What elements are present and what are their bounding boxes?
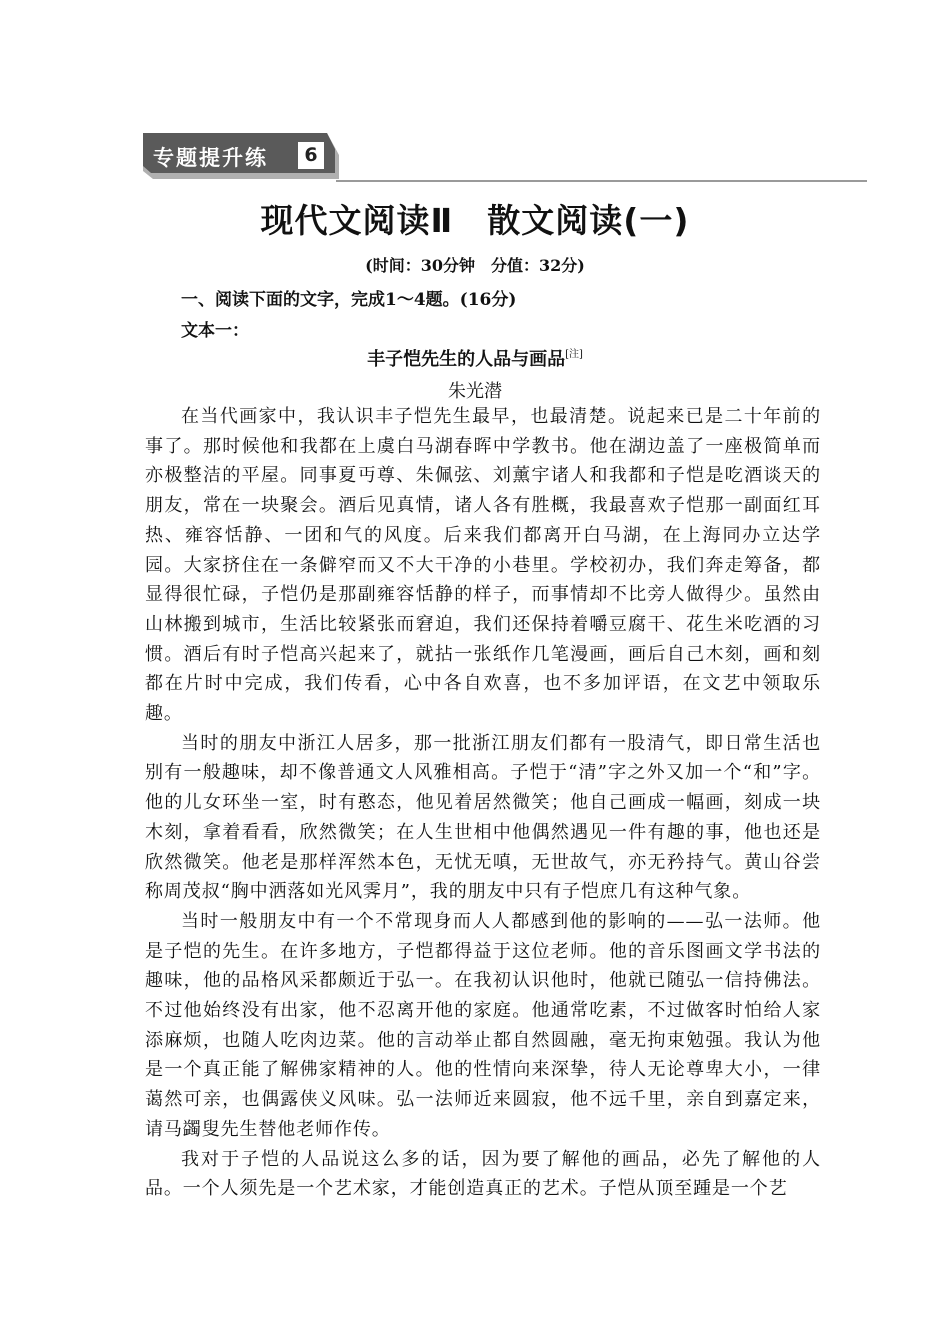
section-tag-label: 专题提升练 — [153, 146, 268, 170]
section-tag-number: 6 — [298, 142, 324, 169]
passage-note-marker: [注] — [565, 349, 583, 360]
passage-body — [145, 402, 821, 1204]
question-instruction: 一、阅读下面的文字，完成1～4题。(16分) — [181, 290, 517, 310]
passage-title — [0, 345, 950, 371]
exam-info: (时间：30分钟 分值：32分) — [365, 256, 585, 275]
section-tag — [143, 133, 339, 179]
paragraph: 当时一般朋友中有一个不常现身而人人都感到他的影响的——弘一法师。他是子恺的先生。在许多地方，子恺都得益于这位老师。他的音乐图画文学书法的趣味，他的品格风采都颇近于弘一。在我初认识他时，他就已随弘一信持佛法。不过他始终没有出家，他不忍离开他的家庭。他通常吃素，不过做客时怕给人家添麻烦，也随人吃肉边菜。他的言动举止都自然圆融，毫无拘束勉强。我认为他是一个真正能了解佛家精神的人。他的性情向来深挚，待人无论尊卑大小，一律蔼然可亲，也偶露侠义风味。弘一法师近来圆寂，他不远千里，亲自到嘉定来，请马蠲叟先生替他老师作传。 — [145, 910, 821, 1140]
paragraph: 我对于子恺的人品说这么多的话，因为要了解他的画品，必先了解他的人品。一个人须先是一个艺术家，才能创造真正的艺术。子恺从顶至踵是一个艺 — [145, 1148, 821, 1200]
passage-title-text: 丰子恺先生的人品与画品 — [367, 349, 566, 370]
header-rule — [336, 180, 867, 182]
paragraph: 在当代画家中，我认识丰子恺先生最早，也最清楚。说起来已是二十年前的事了。那时候他和我都在上虞白马湖春晖中学教书。他在湖边盖了一座极简单而亦极整洁的平屋。同事夏丏尊、朱佩弦、刘薰宇诸人和我都和子恺是吃酒谈天的朋友，常在一块聚会。酒后见真情，诸人各有胜概，我最喜欢子恺那一副面红耳热、雍容恬静、一团和气的风度。后来我们都离开白马湖，在上海同办立达学园。大家挤住在一条僻窄而又不大干净的小巷里。学校初办，我们奔走筹备，都显得很忙碌，子恺仍是那副雍容恬静的样子，而事情却不比旁人做得少。虽然由山林搬到城市，生活比较紧张而窘迫，我们还保持着嚼豆腐干、花生米吃酒的习惯。酒后有时子恺高兴起来了，就拈一张纸作几笔漫画，画后自己木刻，画和刻都在片时中完成，我们传看，心中各自欢喜，也不多加评语，在文艺中领取乐趣。 — [145, 406, 821, 725]
text-label: 文本一： — [181, 321, 249, 341]
passage-author: 朱光潜 — [448, 381, 502, 402]
page-title: 现代文阅读Ⅱ 散文阅读(一) — [260, 201, 690, 240]
paragraph: 当时的朋友中浙江人居多，那一批浙江朋友们都有一股清气，即日常生活也别有一般趣味，却不像普通文人风雅相高。子恺于“清”字之外又加一个“和”字。他的儿女环坐一室，时有憨态，他见着居然微笑；他自己画成一幅画，刻成一块木刻，拿着看看，欣然微笑；在人生世相中他偶然遇见一件有趣的事，他也还是欣然微笑。他老是那样浑然本色，无忧无嗔，无世故气，亦无矜持气。黄山谷尝称周茂叔“胸中洒落如光风霁月”，我的朋友中只有子恺庶几有这种气象。 — [145, 732, 821, 903]
